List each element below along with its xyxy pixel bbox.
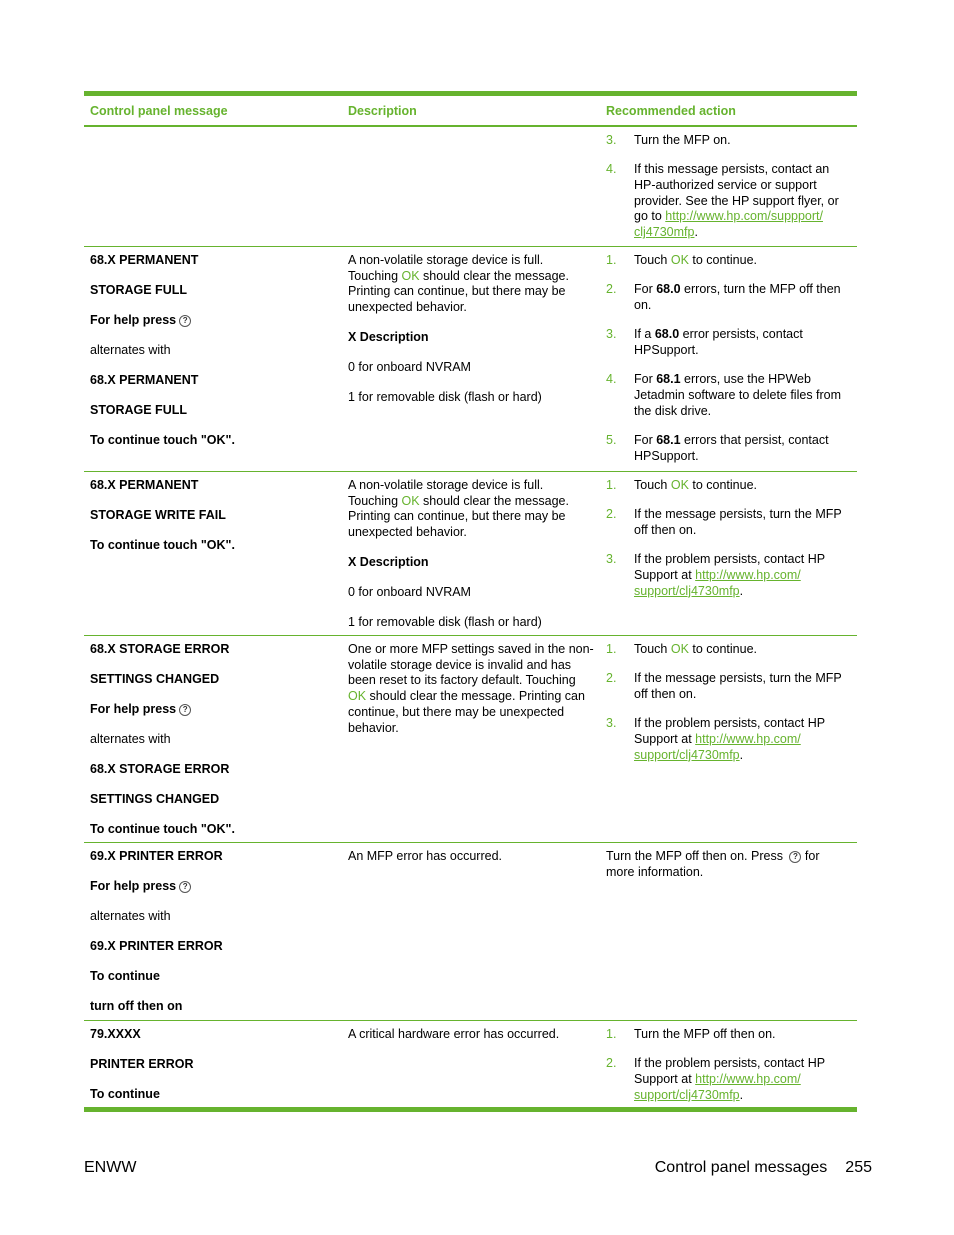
table-row bbox=[84, 636, 857, 843]
control-panel-message-cell: 79.XXXX PRINTER ERROR To continue bbox=[90, 1027, 194, 1101]
hp-support-link[interactable]: http://www.hp.com/ support/clj4730mfp bbox=[634, 1072, 801, 1102]
action-step: 3. If the problem persists, contact HP Support at http://www.hp.com/ support/clj4730mfp. bbox=[606, 716, 825, 762]
action-step: 5. For 68.1 errors that persist, contact HPSupport. bbox=[606, 433, 829, 463]
action-step: 1. Touch OK to continue. bbox=[606, 642, 758, 656]
page-number: 255 bbox=[845, 1159, 872, 1176]
table-row bbox=[84, 843, 857, 1021]
table-row-continued bbox=[84, 127, 857, 247]
footer-section bbox=[655, 1159, 872, 1177]
action-step: 3. Turn the MFP on. bbox=[606, 133, 731, 147]
ok-label: OK bbox=[348, 689, 367, 704]
recommended-action-cell bbox=[600, 636, 857, 842]
hp-support-link[interactable]: http://www.hp.com/ support/clj4730mfp bbox=[634, 732, 801, 762]
action-step: 2. If the message persists, turn the MFP off then on. bbox=[606, 507, 842, 537]
ok-label: OK bbox=[670, 478, 689, 492]
hp-support-link[interactable]: http://www.hp.com/suppport/ clj4730mfp bbox=[634, 209, 823, 240]
action-step: 4. If this message persists, contact an HP-authorized service or support provider. See the HP support flyer, or go to http://www.hp.com/suppport/ clj4730mfp. bbox=[606, 162, 839, 240]
recommended-action-cell bbox=[600, 127, 857, 246]
help-icon: ? bbox=[789, 851, 801, 863]
control-panel-message-cell: 68.X PERMANENT STORAGE WRITE FAIL To continue touch "OK". bbox=[90, 478, 235, 552]
control-panel-message-cell: 69.X PRINTER ERROR For help press ? alternates with 69.X PRINTER ERROR To continue turn off then on bbox=[90, 849, 223, 1013]
action-step: 3. If a 68.0 error persists, contact HPSupport. bbox=[606, 327, 803, 357]
description-cell: One or more MFP settings saved in the non-volatile storage device is invalid and has been reset to its factory default. Touching OK should clear the message. Printing can continue, but there may be unexpected behavior. bbox=[348, 642, 594, 735]
help-icon: ? bbox=[179, 704, 191, 716]
action-step: 1. Touch OK to continue. bbox=[606, 253, 758, 267]
header-description: Description bbox=[348, 103, 417, 118]
ok-label: OK bbox=[401, 268, 420, 283]
action-step: 3. If the problem persists, contact HP Support at http://www.hp.com/ support/clj4730mfp. bbox=[606, 552, 825, 598]
recommended-action-cell bbox=[600, 247, 857, 471]
action-step: 2. For 68.0 errors, turn the MFP off then on. bbox=[606, 282, 841, 312]
table-row bbox=[84, 472, 857, 636]
control-panel-message-cell: 68.X PERMANENT STORAGE FULL For help press ? alternates with 68.X PERMANENT STORAGE FULL To continue touch "OK". bbox=[90, 253, 235, 447]
action-step: 1. Turn the MFP off then on. bbox=[606, 1027, 776, 1041]
table-row bbox=[84, 1021, 857, 1112]
error-message-table bbox=[84, 91, 857, 1112]
ok-label: OK bbox=[670, 642, 689, 656]
help-icon: ? bbox=[179, 881, 191, 893]
control-panel-message-cell: 68.X STORAGE ERROR SETTINGS CHANGED For help press ? alternates with 68.X STORAGE ERROR SETTINGS CHANGED To continue touch "OK". bbox=[90, 642, 235, 836]
footer-enww: ENWW bbox=[84, 1159, 137, 1176]
recommended-action-cell: Turn the MFP off then on. Press ? for more information. bbox=[606, 849, 820, 879]
description-cell: A non-volatile storage device is full. Touching OK should clear the message. Printing can continue, but there may be unexpected behavior. X Description 0 for onboard NVRAM 1 for removable disk (flash or hard) bbox=[348, 253, 569, 405]
footer-section-title: Control panel messages bbox=[654, 1159, 828, 1176]
description-cell: An MFP error has occurred. bbox=[348, 849, 502, 863]
table-row bbox=[84, 247, 857, 472]
description-cell: A critical hardware error has occurred. bbox=[348, 1027, 560, 1041]
help-icon: ? bbox=[179, 315, 191, 327]
description-cell: A non-volatile storage device is full. Touching OK should clear the message. Printing can continue, but there may be unexpected behavior. X Description 0 for onboard NVRAM 1 for removable disk (flash or hard) bbox=[348, 478, 569, 630]
action-step: 2. If the problem persists, contact HP Support at http://www.hp.com/ support/clj4730mfp. bbox=[606, 1056, 825, 1102]
action-step: 1. Touch OK to continue. bbox=[606, 478, 758, 492]
header-control-panel-message: Control panel message bbox=[90, 103, 228, 118]
ok-label: OK bbox=[401, 493, 420, 508]
recommended-action-cell bbox=[600, 1021, 857, 1107]
action-step: 4. For 68.1 errors, use the HPWeb Jetadmin software to delete files from the disk drive. bbox=[606, 372, 842, 418]
table-header bbox=[84, 96, 857, 127]
ok-label: OK bbox=[670, 253, 689, 267]
action-step: 2. If the message persists, turn the MFP off then on. bbox=[606, 671, 842, 701]
header-recommended-action: Recommended action bbox=[606, 103, 736, 118]
hp-support-link[interactable]: http://www.hp.com/ support/clj4730mfp bbox=[634, 568, 801, 598]
recommended-action-cell bbox=[600, 472, 857, 635]
